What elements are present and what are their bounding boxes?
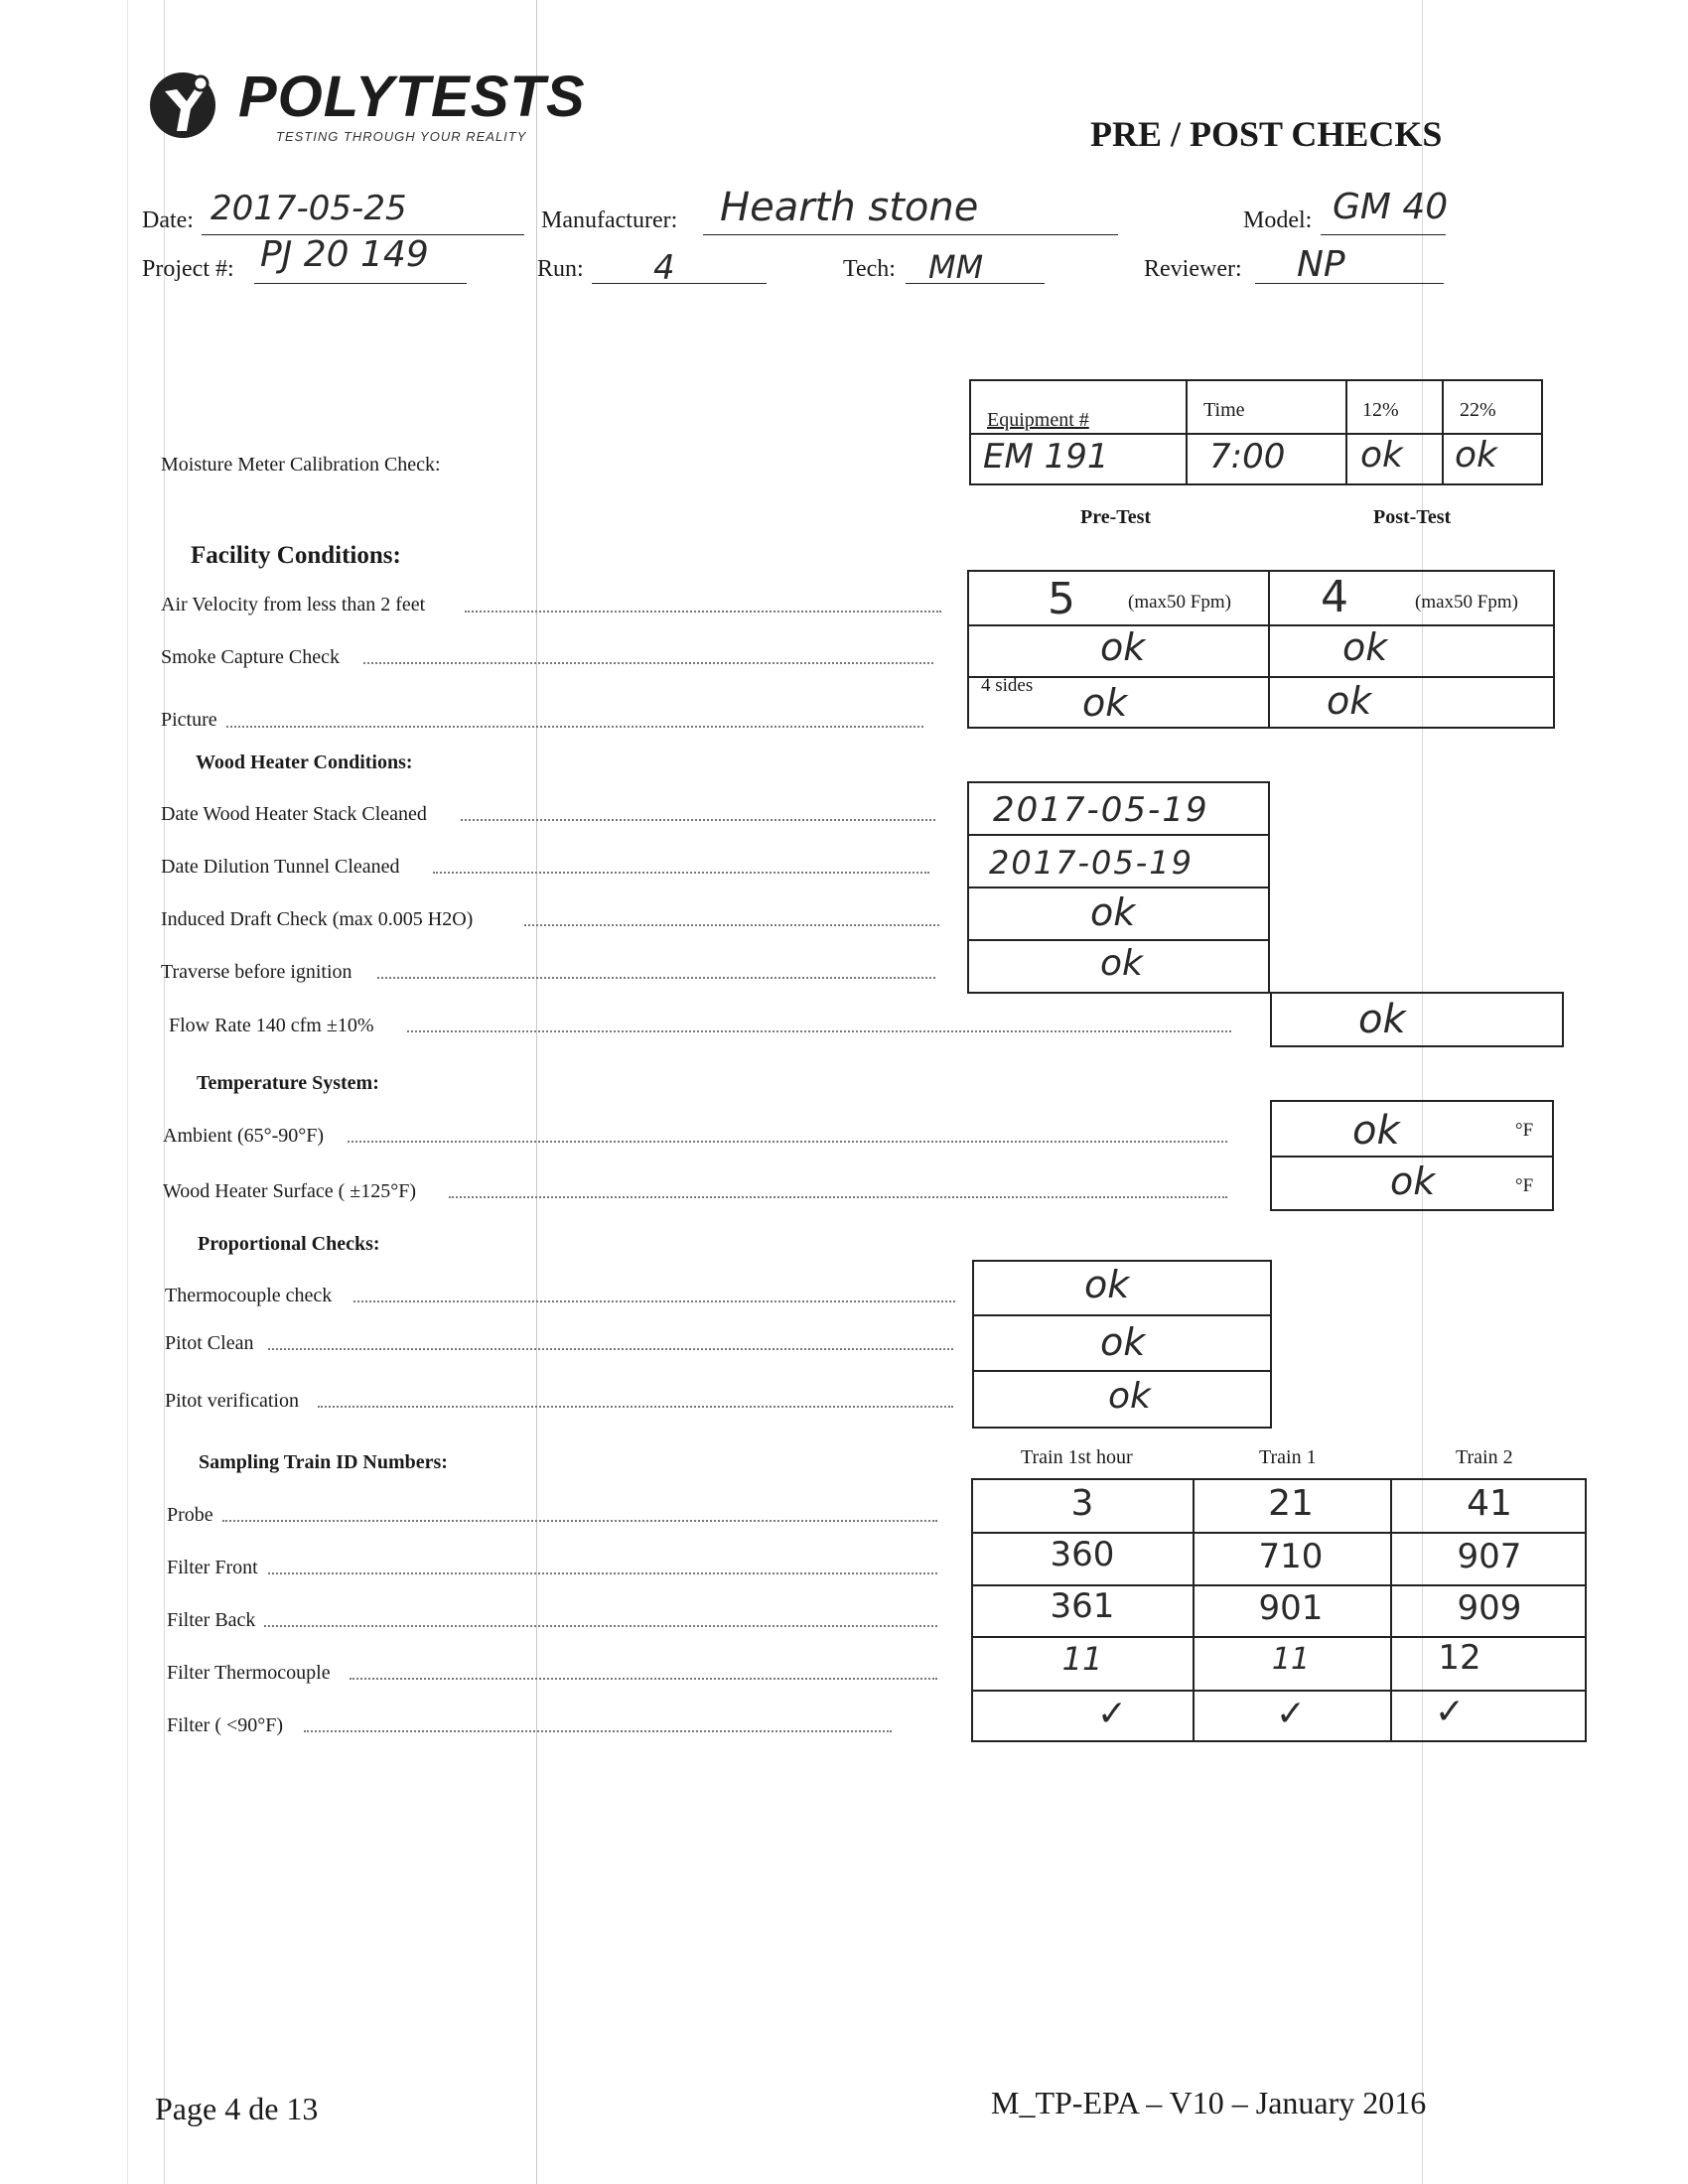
tunnel-cleaned-value: 2017-05-19: [989, 844, 1194, 882]
flow-rate-box: [1270, 992, 1564, 1047]
smoke-capture-pre: ok: [1100, 625, 1146, 669]
tech-label: Tech:: [843, 256, 896, 282]
filter-thermocouple-train-first-hour: 11: [1061, 1640, 1103, 1678]
logo-tagline: TESTING THROUGH YOUR REALITY: [276, 129, 527, 144]
ambient-unit: °F: [1515, 1120, 1534, 1141]
leader-dots: [268, 1348, 953, 1350]
moisture-label: Moisture Meter Calibration Check:: [161, 454, 441, 476]
tunnel-cleaned-label: Date Dilution Tunnel Cleaned: [161, 856, 400, 878]
p22-value: ok: [1455, 435, 1497, 476]
run-underline: [592, 283, 767, 284]
thermocouple-label: Thermocouple check: [165, 1285, 333, 1306]
wood-heater-heading: Wood Heater Conditions:: [196, 751, 413, 773]
pitot-verification-label: Pitot verification: [165, 1390, 299, 1412]
probe-train-1: 21: [1268, 1483, 1314, 1524]
page-number: Page 4 de 13: [155, 2091, 319, 2126]
leader-dots: [433, 872, 929, 874]
table-divider: [967, 834, 1270, 836]
table-divider: [1186, 379, 1188, 485]
max-note-pre: (max50 Fpm): [1128, 592, 1231, 613]
ambient-value: ok: [1352, 1108, 1400, 1154]
air-velocity-pre: 5: [1048, 574, 1075, 624]
table-divider: [1345, 379, 1347, 485]
equipment-header: Equipment #: [987, 409, 1089, 431]
surface-unit: °F: [1515, 1175, 1534, 1196]
probe-train-2: 41: [1467, 1483, 1512, 1524]
stack-cleaned-value: 2017-05-19: [993, 790, 1209, 830]
model-underline: [1321, 234, 1446, 235]
p22-header: 22%: [1460, 399, 1496, 421]
table-divider: [967, 676, 1555, 678]
filter-front-train-2: 907: [1457, 1537, 1522, 1576]
document-id: M_TP-EPA – V10 – January 2016: [991, 2085, 1427, 2120]
surface-value: ok: [1390, 1160, 1436, 1203]
stack-cleaned-label: Date Wood Heater Stack Cleaned: [161, 803, 427, 825]
table-divider: [1442, 379, 1444, 485]
leader-dots: [377, 977, 935, 979]
filter-thermocouple-label: Filter Thermocouple: [167, 1662, 331, 1684]
filter-back-train-first-hour: 361: [1050, 1586, 1115, 1626]
p12-header: 12%: [1362, 399, 1399, 421]
leader-dots: [268, 1572, 937, 1574]
filter-temp-check-train-first-hour: ✓: [1096, 1694, 1128, 1734]
filter-temp-check-train-2: ✓: [1434, 1692, 1466, 1732]
run-label: Run:: [537, 256, 584, 282]
air-velocity-label: Air Velocity from less than 2 feet: [161, 594, 426, 615]
filter-back-label: Filter Back: [167, 1609, 256, 1631]
leader-dots: [449, 1196, 1227, 1198]
proportional-heading: Proportional Checks:: [198, 1233, 380, 1255]
scan-artifact-line: [127, 0, 128, 2184]
filter-thermocouple-train-1: 11: [1271, 1642, 1311, 1677]
leader-dots: [524, 924, 939, 926]
probe-train-first-hour: 3: [1070, 1483, 1094, 1524]
leader-dots: [318, 1406, 953, 1408]
train-first-hour-text: Train 1st hour: [1021, 1446, 1133, 1468]
table-divider: [972, 1370, 1272, 1372]
model-label: Model:: [1243, 207, 1313, 233]
leader-dots: [222, 1520, 937, 1522]
pitot-clean-value: ok: [1100, 1320, 1146, 1364]
induced-draft-label: Induced Draft Check (max 0.005 H2O): [161, 908, 474, 930]
filter-temp-label: Filter ( <90°F): [167, 1714, 284, 1736]
table-divider: [967, 624, 1555, 626]
logo-wordmark: POLYTESTS: [238, 65, 586, 129]
project-value: PJ 20 149: [260, 234, 429, 275]
equipment-value: EM 191: [983, 437, 1109, 477]
reviewer-label: Reviewer:: [1144, 256, 1242, 282]
scan-artifact-line: [536, 0, 537, 2184]
leader-dots: [226, 726, 923, 728]
sides-note: 4 sides: [981, 675, 1034, 696]
manufacturer-value: Hearth stone: [720, 185, 979, 230]
pitot-clean-label: Pitot Clean: [165, 1332, 254, 1354]
polytests-logo-icon: [147, 69, 218, 141]
manufacturer-underline: [703, 234, 1118, 235]
traverse-value: ok: [1100, 943, 1143, 984]
leader-dots: [304, 1730, 892, 1732]
smoke-capture-label: Smoke Capture Check: [161, 646, 340, 668]
air-velocity-post: 4: [1321, 572, 1348, 622]
train-1-header: Train 1: [1259, 1446, 1317, 1468]
table-divider: [1268, 570, 1270, 729]
train-2-header: Train 2: [1456, 1446, 1513, 1468]
reviewer-underline: [1255, 283, 1444, 284]
time-header: Time: [1203, 399, 1245, 421]
scan-artifact-line: [164, 0, 165, 2184]
leader-dots: [465, 611, 941, 613]
pitot-verification-value: ok: [1108, 1376, 1151, 1417]
run-value: 4: [653, 248, 675, 288]
thermocouple-value: ok: [1084, 1263, 1130, 1306]
table-divider: [967, 939, 1270, 941]
project-underline: [254, 283, 467, 284]
leader-dots: [348, 1141, 1227, 1143]
filter-temp-check-train-1: ✓: [1275, 1694, 1307, 1734]
filter-back-train-2: 909: [1457, 1588, 1522, 1628]
time-value: 7:00: [1209, 437, 1286, 477]
probe-label: Probe: [167, 1504, 213, 1526]
reviewer-value: NP: [1297, 244, 1345, 285]
train-first-hour-header: [1021, 1446, 1133, 1469]
sampling-heading: Sampling Train ID Numbers:: [199, 1451, 448, 1473]
p12-value: ok: [1360, 435, 1403, 476]
filter-front-train-first-hour: 360: [1050, 1535, 1115, 1574]
project-label: Project #:: [142, 256, 234, 282]
traverse-label: Traverse before ignition: [161, 961, 352, 983]
filter-front-train-1: 710: [1258, 1537, 1324, 1576]
leader-dots: [461, 819, 935, 821]
picture-pre: ok: [1082, 681, 1128, 725]
date-label: Date:: [142, 207, 194, 233]
filter-front-label: Filter Front: [167, 1557, 258, 1578]
post-test-header: Post-Test: [1373, 506, 1452, 528]
flow-rate-value: ok: [1358, 997, 1406, 1042]
filter-back-train-1: 901: [1258, 1588, 1324, 1628]
leader-dots: [407, 1030, 1231, 1032]
pre-test-header: Pre-Test: [1080, 506, 1152, 528]
model-value: GM 40: [1333, 187, 1449, 227]
picture-label: Picture: [161, 709, 217, 731]
tech-value: MM: [928, 248, 984, 286]
table-divider: [1193, 1478, 1195, 1742]
surface-label: Wood Heater Surface ( ±125°F): [163, 1180, 417, 1202]
table-divider: [967, 887, 1270, 888]
flow-rate-label: Flow Rate 140 cfm ±10%: [169, 1015, 374, 1036]
table-divider: [971, 1532, 1587, 1534]
form-title: PRE / POST CHECKS: [1090, 114, 1443, 154]
picture-post: ok: [1327, 679, 1372, 723]
max-note-post: (max50 Fpm): [1415, 592, 1518, 613]
manufacturer-label: Manufacturer:: [541, 207, 678, 233]
smoke-capture-post: ok: [1342, 625, 1388, 669]
scan-artifact-line: [1422, 0, 1423, 2184]
leader-dots: [350, 1678, 937, 1680]
date-value: 2017-05-25: [211, 189, 407, 228]
induced-draft-value: ok: [1090, 890, 1136, 934]
facility-heading: Facility Conditions:: [191, 542, 401, 569]
filter-thermocouple-train-2: 12: [1438, 1638, 1481, 1678]
table-divider: [1270, 1156, 1554, 1158]
leader-dots: [353, 1300, 955, 1302]
ambient-label: Ambient (65°-90°F): [163, 1125, 325, 1147]
leader-dots: [264, 1625, 937, 1627]
table-divider: [972, 1314, 1272, 1316]
leader-dots: [363, 662, 933, 664]
temperature-heading: Temperature System:: [197, 1072, 379, 1094]
